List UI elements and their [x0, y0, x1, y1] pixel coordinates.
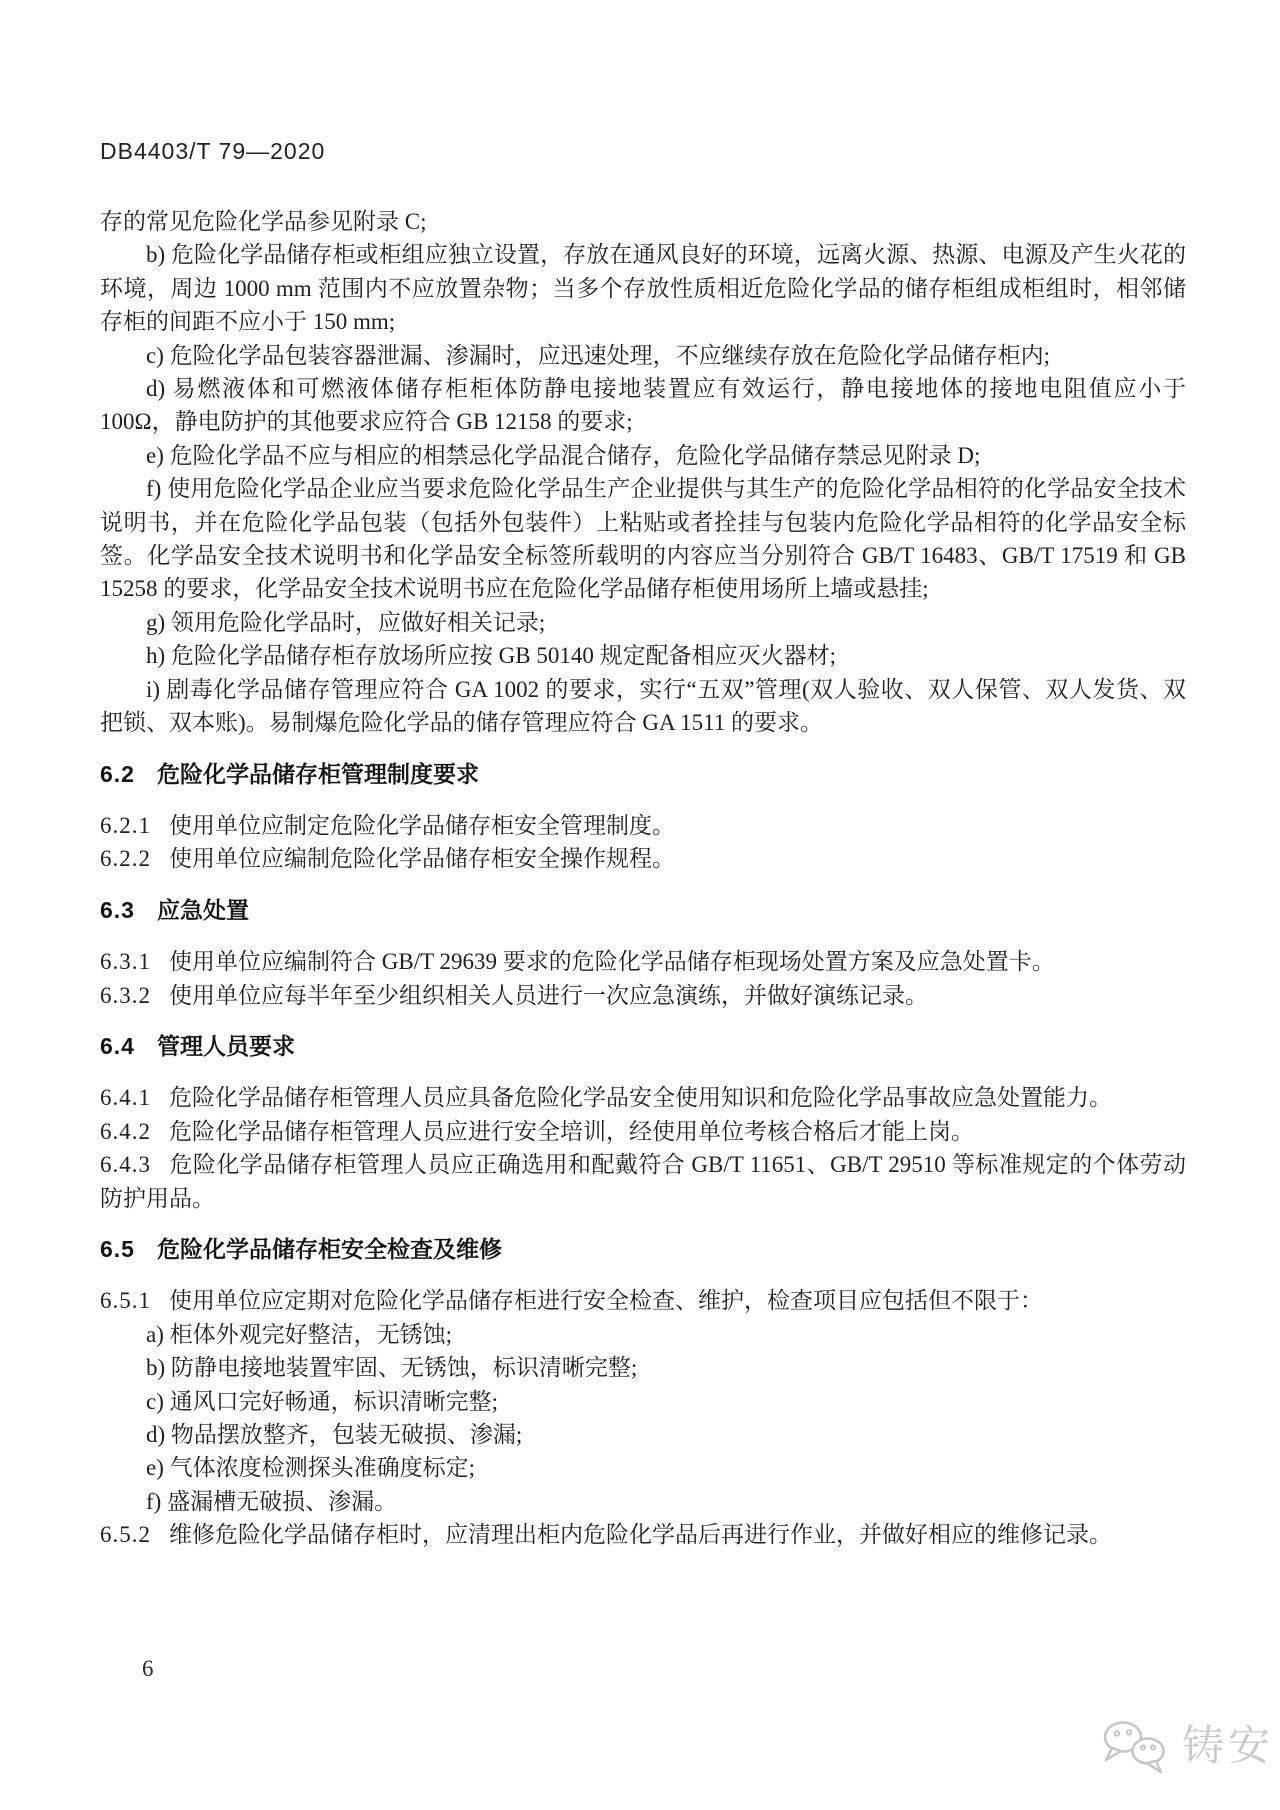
subitem-e: e) 气体浓度检测探头准确度标定;	[146, 1455, 476, 1481]
clause-text: 维修危险化学品储存柜时，应清理出柜内危险化学品后再进行作业，并做好相应的维修记录。	[169, 1522, 1112, 1548]
clause-6-5-1	[100, 1284, 1186, 1317]
list-item-h: h) 危险化学品储存柜存放场所应按 GB 50140 规定配备相应灭火器材;	[146, 643, 836, 669]
subitem-b: b) 防静电接地装置牢固、无锈蚀，标识清晰完整;	[146, 1355, 638, 1381]
clause-number: 6.4.3	[100, 1152, 151, 1178]
page-content	[100, 205, 1186, 1552]
section-heading-6-2	[100, 758, 1186, 791]
list-item-g: g) 领用危险化学品时，应做好相关记录;	[146, 609, 546, 635]
clause-number: 6.5.1	[100, 1288, 151, 1314]
clause-6-4-2	[100, 1115, 1186, 1148]
clause-number: 6.3.1	[100, 949, 151, 975]
sections	[100, 758, 1186, 1552]
clause-text: 危险化学品储存柜管理人员应进行安全培训，经使用单位考核合格后才能上岗。	[169, 1118, 974, 1144]
clause-text: 使用单位应编制符合 GB/T 29639 要求的危险化学品储存柜现场处置方案及应急处置卡。	[169, 949, 1055, 975]
clause-number: 6.2.2	[100, 846, 151, 872]
subitem-a: a) 柜体外观完好整洁，无锈蚀;	[146, 1321, 453, 1347]
subitem-d: d) 物品摆放整齐，包装无破损、渗漏;	[146, 1422, 523, 1447]
section-heading-6-3	[100, 894, 1186, 927]
clause-text: 使用单位应编制危险化学品储存柜安全操作规程。	[169, 846, 675, 872]
clause-6-2-1	[100, 809, 1186, 842]
clause-text: 使用单位应每半年至少组织相关人员进行一次应急演练，并做好演练记录。	[169, 982, 928, 1008]
section-number: 6.4	[100, 1032, 135, 1059]
doc-number: DB4403/T 79—2020	[100, 138, 326, 164]
clause-6-3-1	[100, 945, 1186, 978]
list-item-b: b) 危险化学品储存柜或柜组应独立设置，存放在通风良好的环境，远离火源、热源、电源及产生火花的环境，周边 1000 mm 范围内不应放置杂物；当多个存放性质相近危险化学品的储存柜组成柜组时，相邻储存柜的间距不应小于 150 mm;	[100, 242, 1186, 335]
list-item-d: d) 易燃液体和可燃液体储存柜柜体防静电接地装置应有效运行，静电接地体的接地电阻值应小于 100Ω，静电防护的其他要求应符合 GB 12158 的要求;	[100, 376, 1186, 435]
watermark-text: 铸安	[1182, 1724, 1275, 1770]
list-item-e: e) 危险化学品不应与相应的相禁忌化学品混合储存，危险化学品储存禁忌见附录 D;	[146, 442, 981, 468]
clause-number: 6.5.2	[100, 1522, 151, 1548]
section-title: 危险化学品储存柜安全检查及维修	[156, 1235, 502, 1262]
clause-number: 6.4.2	[100, 1118, 151, 1144]
clause-text: 危险化学品储存柜管理人员应具备危险化学品安全使用知识和危险化学品事故应急处置能力。	[169, 1085, 1112, 1111]
general-items	[100, 238, 1186, 739]
list-item-c: c) 危险化学品包装容器泄漏、渗漏时，应迅速处理，不应继续存放在危险化学品储存柜内;	[146, 342, 1051, 368]
wechat-icon	[1098, 1716, 1174, 1778]
section-number: 6.2	[100, 760, 135, 787]
subitem-c: c) 通风口完好畅通，标识清晰完整;	[146, 1388, 499, 1414]
section-title: 危险化学品储存柜管理制度要求	[156, 760, 479, 787]
clause-number: 6.3.2	[100, 982, 151, 1008]
clause-6-4-3	[100, 1148, 1186, 1215]
clause-number: 6.2.1	[100, 812, 151, 838]
section-heading-6-4	[100, 1030, 1186, 1063]
clause-6-3-2	[100, 979, 1186, 1012]
page-number: 6	[142, 1656, 154, 1681]
clause-6-4-1	[100, 1081, 1186, 1114]
clause-number: 6.4.1	[100, 1085, 151, 1111]
list-item-i: i) 剧毒化学品储存管理应符合 GA 1002 的要求，实行“五双”管理(双人验收、双人保管、双人发货、双把锁、双本账)。易制爆危险化学品的储存管理应符合 GA 1511 的要求。	[100, 676, 1186, 736]
section-heading-6-5	[100, 1233, 1186, 1266]
section-title: 管理人员要求	[156, 1032, 295, 1059]
clause-text: 使用单位应制定危险化学品储存柜安全管理制度。	[169, 812, 675, 838]
section-number: 6.3	[100, 896, 135, 923]
continuation-line: 存的常见危险化学品参见附录 C;	[100, 209, 427, 234]
section-title: 应急处置	[156, 896, 249, 923]
clause-text: 危险化学品储存柜管理人员应正确选用和配戴符合 GB/T 11651、GB/T 29510 等标准规定的个体劳动防护用品。	[100, 1152, 1186, 1211]
subitem-f: f) 盛漏槽无破损、渗漏。	[146, 1488, 398, 1514]
watermark	[1098, 1716, 1274, 1778]
list-item-f: f) 使用危险化学品企业应当要求危险化学品生产企业提供与其生产的危险化学品相符的化学品安全技术说明书，并在危险化学品包装（包括外包装件）上粘贴或者拴挂与包装内危险化学品相符的化学品安全标签。化学品安全技术说明书和化学品安全标签所载明的内容应当分别符合 GB/T 16483、GB/T 17519 和 GB 15258 的要求，化学品安全技术说明书应在危险化学品储存柜使用场所上墙或悬挂;	[100, 476, 1186, 602]
clause-6-2-2	[100, 842, 1186, 875]
clause-6-5-2	[100, 1518, 1186, 1551]
section-number: 6.5	[100, 1235, 135, 1262]
clause-text: 使用单位应定期对危险化学品储存柜进行安全检查、维护，检查项目应包括但不限于：	[169, 1288, 1043, 1314]
